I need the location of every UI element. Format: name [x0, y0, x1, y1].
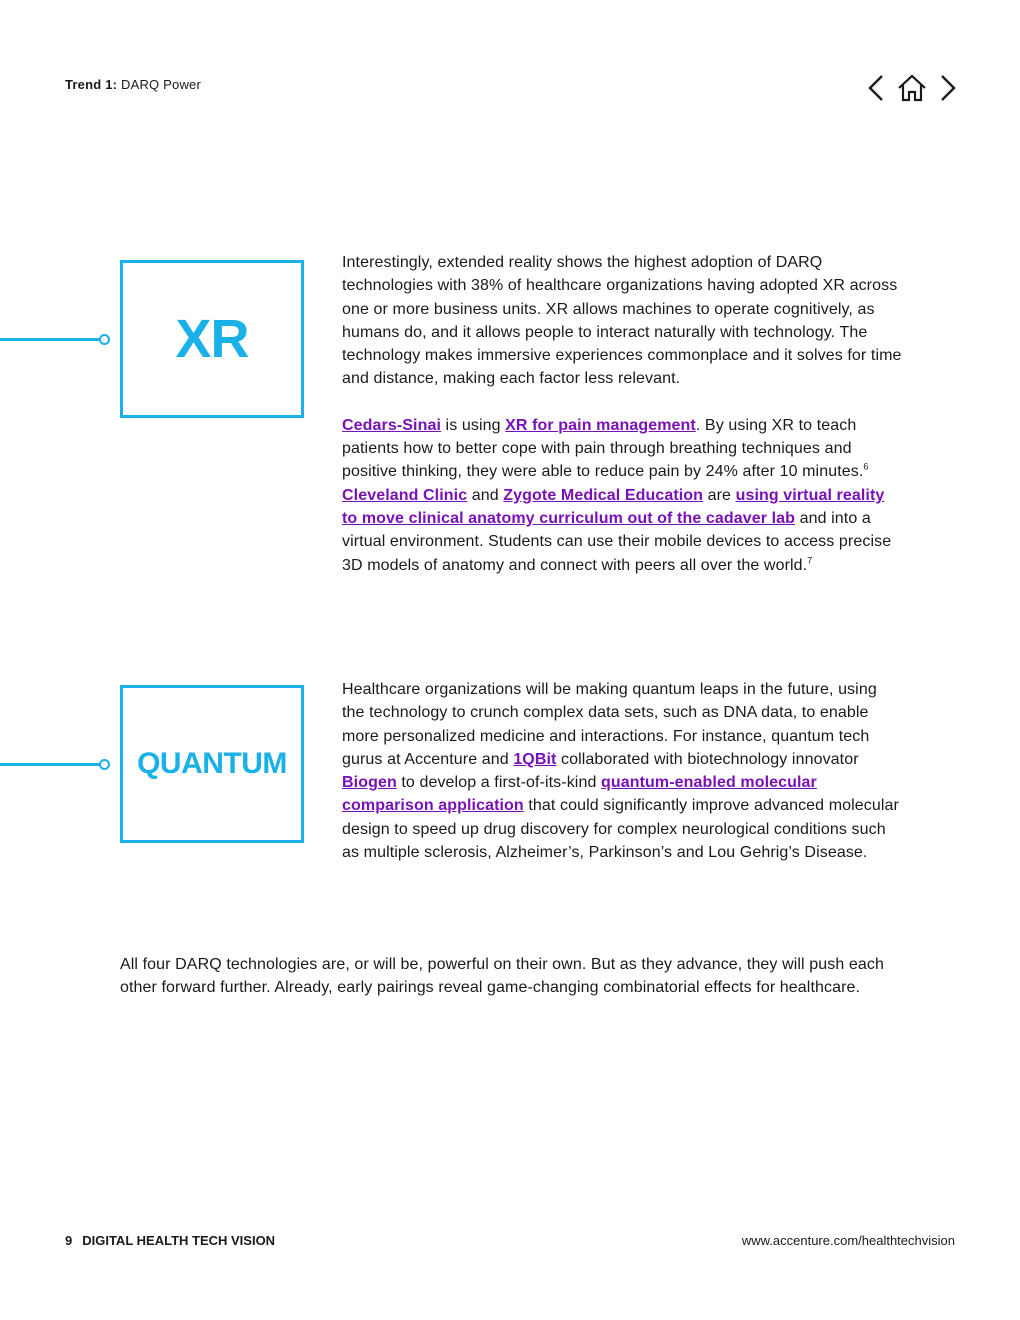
- page-number: 9: [65, 1233, 73, 1248]
- xr-label: XR: [175, 309, 249, 369]
- home-icon[interactable]: [896, 72, 928, 104]
- quantum-connector-line: [0, 763, 100, 766]
- page-navigation: [862, 72, 962, 104]
- xr-paragraph-1: Interestingly, extended reality shows the highest adoption of DARQ technologies with 38% of healthcare organizations having adopted XR across one or more business units. XR allows machines to operate cognitively, as humans do, and it allows people to interact naturally with technology. The technology makes immersive experiences commonplace and it solves for time and distance, making each factor less relevant.: [342, 254, 902, 388]
- footer-publication: [65, 1233, 275, 1248]
- quantum-label-box: [120, 685, 304, 843]
- xr-text-block: [342, 251, 902, 577]
- chevron-left-icon[interactable]: [862, 72, 890, 104]
- xr-connector-line: [0, 338, 100, 341]
- footnote-7: 7: [807, 555, 813, 566]
- zygote-medical-link[interactable]: Zygote Medical Education: [503, 486, 704, 504]
- footnote-6: 6: [863, 462, 869, 473]
- xr-paragraph-2: Cedars-Sinai is using XR for pain management. By using XR to teach patients how to better cope with pain through breathing techniques and positive thinking, they were able to reduce pain by 24% after 10 minutes.$^6$ Cleveland Clinic and Zygote Medical Education are using virtual reality to move clinical anatomy curriculum out of the cadaver lab and into a virtual environment. Students can use their mobile devices to access precise 3D models of anatomy and connect with peers all over the world.$^7$: [342, 416, 892, 574]
- running-header: [65, 77, 201, 92]
- vr-anatomy-curriculum-link[interactable]: using virtual reality to move clinical anatomy curriculum out of the cadaver lab: [342, 486, 885, 527]
- xr-label-box: [120, 260, 304, 418]
- biogen-link[interactable]: Biogen: [342, 774, 397, 792]
- cleveland-clinic-link[interactable]: Cleveland Clinic: [342, 486, 468, 504]
- quantum-paragraph: Healthcare organizations will be making quantum leaps in the future, using the technology to crunch complex data sets, such as DNA data, to enable more personalized medicine and interactions. For instance, quantum tech gurus at Accenture and 1QBit collaborated with biotechnology innovator Biogen to develop a first-of-its-kind quantum-enabled molecular comparison application that could significantly improve advanced molecular design to speed up drug discovery for complex neurological conditions such as multiple sclerosis, Alzheimer’s, Parkinson’s and Lou Gehrig’s Disease.: [342, 681, 899, 862]
- footer-url[interactable]: www.accenture.com/healthtechvision: [741, 1233, 955, 1248]
- 1qbit-link[interactable]: 1QBit: [513, 750, 557, 768]
- closing-paragraph: All four DARQ technologies are, or will be, powerful on their own. But as they advance, they will push each other forward further. Already, early pairings reveal game-changing combinatorial effects for healthcare.: [120, 956, 884, 997]
- trend-label: Trend 1:: [65, 77, 118, 92]
- quantum-connector-node: [99, 759, 110, 770]
- xr-connector-node: [99, 334, 110, 345]
- xr-pain-management-link[interactable]: XR for pain management: [505, 416, 696, 434]
- quantum-molecular-app-link[interactable]: quantum-enabled molecular comparison application: [342, 774, 817, 815]
- quantum-label: QUANTUM: [137, 747, 287, 780]
- trend-name: DARQ Power: [120, 77, 202, 92]
- chevron-right-icon[interactable]: [934, 72, 962, 104]
- publication-title: DIGITAL HEALTH TECH VISION: [82, 1233, 276, 1248]
- quantum-text-block: [342, 678, 902, 864]
- cedars-sinai-link[interactable]: Cedars-Sinai: [342, 416, 442, 434]
